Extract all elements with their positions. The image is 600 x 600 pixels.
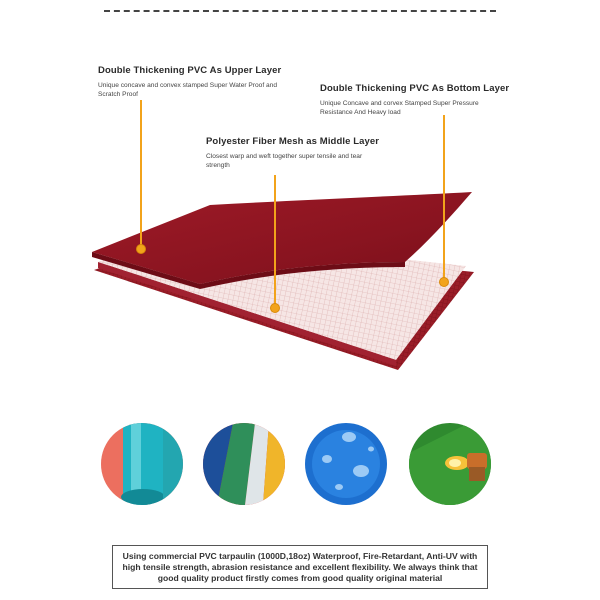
upper-layer-leader-line [140, 100, 142, 248]
sample-teal-coral-rolls [101, 423, 183, 505]
upper-layer-marker [136, 244, 146, 254]
bottom-layer-description: Unique Concave and corvex Stamped Super Pressure Resistance And Heavy load [320, 100, 479, 116]
middle-layer-callout [206, 136, 386, 170]
bottom-layer-title: Double Thickening PVC As Bottom Layer [320, 83, 510, 94]
bottom-layer-marker [439, 277, 449, 287]
upper-layer-description: Unique concave and convex stamped Super Water Proof and Scratch Proof [98, 82, 277, 98]
middle-layer-leader-line [274, 175, 276, 307]
bottom-layer-callout [320, 83, 510, 117]
upper-layer-title: Double Thickening PVC As Upper Layer [98, 65, 282, 76]
footer-description-text: Using commercial PVC tarpaulin (1000D,18oz) Waterproof, Fire-Retardant, Anti-UV with high tensile strength, abrasion resistance and excellent flexibility. We always think that good quality product firstly comes from good quality original material [122, 550, 478, 583]
sample-water-droplets [305, 423, 387, 505]
upper-layer-callout [98, 65, 298, 99]
middle-layer-marker [270, 303, 280, 313]
footer-description-box [112, 545, 488, 589]
sample-flame-test [409, 423, 491, 505]
middle-layer-title: Polyester Fiber Mesh as Middle Layer [206, 136, 380, 147]
middle-layer-description: Closest warp and weft together super tensile and tear strength [206, 153, 363, 169]
bottom-layer-leader-line [443, 115, 445, 281]
sample-colored-tarp-folds [203, 423, 285, 505]
